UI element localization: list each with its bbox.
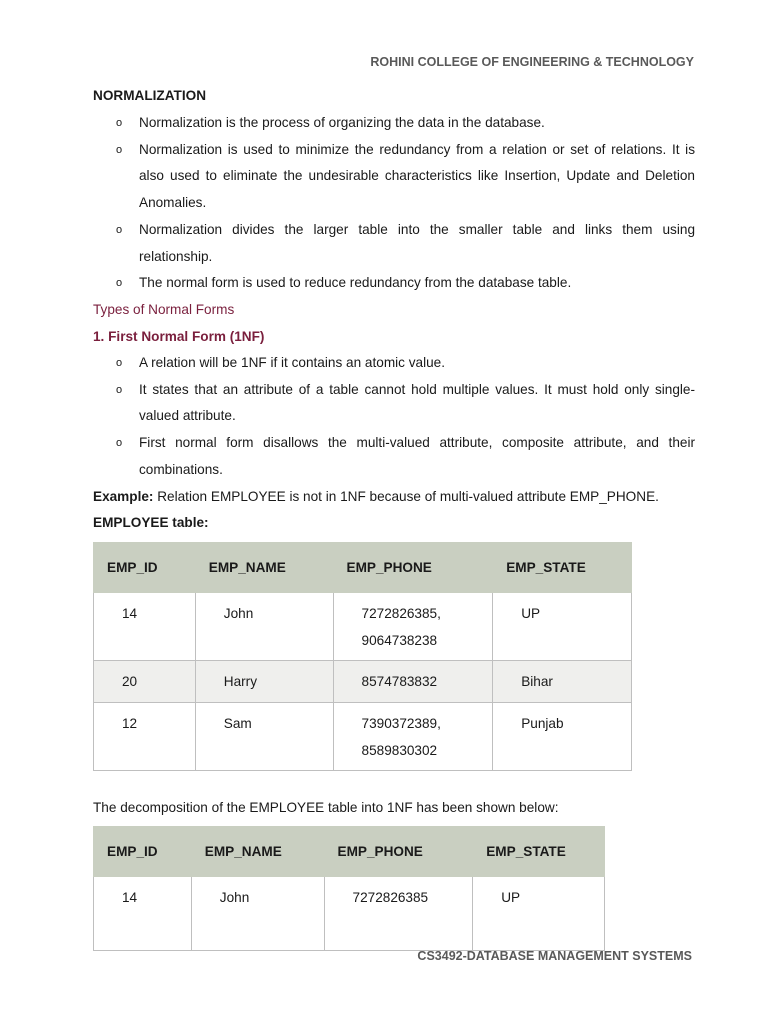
phone-line: 8589830302 — [361, 742, 438, 758]
cell-emp-name: John — [191, 877, 324, 951]
first-nf-bullet-list — [93, 350, 695, 484]
column-header: EMP_ID — [94, 827, 192, 877]
cell-emp-phone — [333, 703, 493, 771]
cell-emp-name: Sam — [195, 703, 333, 771]
cell-emp-phone: 8574783832 — [333, 661, 493, 703]
table-row — [94, 661, 632, 703]
phone-line: 7272826385, — [361, 606, 441, 621]
phone-line: 7390372389, — [361, 716, 441, 731]
cell-emp-state: Bihar — [493, 661, 632, 703]
intro-bullet-list — [93, 110, 695, 297]
table-header-row — [94, 827, 605, 877]
decomposed-table — [93, 826, 605, 951]
employee-table-label: EMPLOYEE table: — [93, 515, 209, 530]
list-item: o Normalization is used to minimize the redundancy from a relation or set of relations. It is also used to eliminate the undesirable characteristics like Insertion, Update and Deletion Anomalies. — [93, 137, 695, 217]
cell-emp-id: 14 — [94, 593, 196, 661]
column-header: EMP_ID — [94, 543, 196, 593]
cell-emp-id: 14 — [94, 877, 192, 951]
list-item: o Normalization is the process of organizing the data in the database. — [93, 110, 695, 137]
table-row — [94, 593, 632, 661]
list-item: o Normalization divides the larger table into the smaller table and links them using relationship. — [93, 217, 695, 270]
table-row — [94, 877, 605, 951]
cell-emp-name: Harry — [195, 661, 333, 703]
page-header: ROHINI COLLEGE OF ENGINEERING & TECHNOLOGY — [370, 55, 694, 69]
list-item: o It states that an attribute of a table cannot hold multiple values. It must hold only single-valued attribute. — [93, 377, 695, 430]
cell-emp-phone — [333, 593, 493, 661]
column-header: EMP_PHONE — [333, 543, 493, 593]
example-paragraph — [93, 489, 659, 504]
column-header: EMP_STATE — [493, 543, 632, 593]
decomposition-text: The decomposition of the EMPLOYEE table into 1NF has been shown below: — [93, 800, 559, 815]
cell-emp-id: 12 — [94, 703, 196, 771]
cell-emp-phone: 7272826385 — [324, 877, 473, 951]
column-header: EMP_STATE — [473, 827, 605, 877]
table-row — [94, 703, 632, 771]
employee-table — [93, 542, 632, 771]
example-label: Example: — [93, 489, 154, 504]
column-header: EMP_PHONE — [324, 827, 473, 877]
phone-line: 9064738238 — [361, 632, 438, 648]
column-header: EMP_NAME — [195, 543, 333, 593]
example-text: Relation EMPLOYEE is not in 1NF because of multi-valued attribute EMP_PHONE. — [153, 489, 659, 504]
list-item: o A relation will be 1NF if it contains an atomic value. — [93, 350, 695, 377]
table-header-row — [94, 543, 632, 593]
cell-emp-state: UP — [473, 877, 605, 951]
cell-emp-state: Punjab — [493, 703, 632, 771]
list-item: o First normal form disallows the multi-valued attribute, composite attribute, and their combinations. — [93, 430, 695, 483]
first-nf-heading: 1. First Normal Form (1NF) — [93, 329, 265, 344]
cell-emp-name: John — [195, 593, 333, 661]
cell-emp-state: UP — [493, 593, 632, 661]
section-title: NORMALIZATION — [93, 88, 207, 103]
cell-emp-id: 20 — [94, 661, 196, 703]
list-item: o The normal form is used to reduce redundancy from the database table. — [93, 270, 695, 297]
column-header: EMP_NAME — [191, 827, 324, 877]
types-heading: Types of Normal Forms — [93, 302, 235, 317]
page-footer: CS3492-DATABASE MANAGEMENT SYSTEMS — [417, 949, 692, 963]
